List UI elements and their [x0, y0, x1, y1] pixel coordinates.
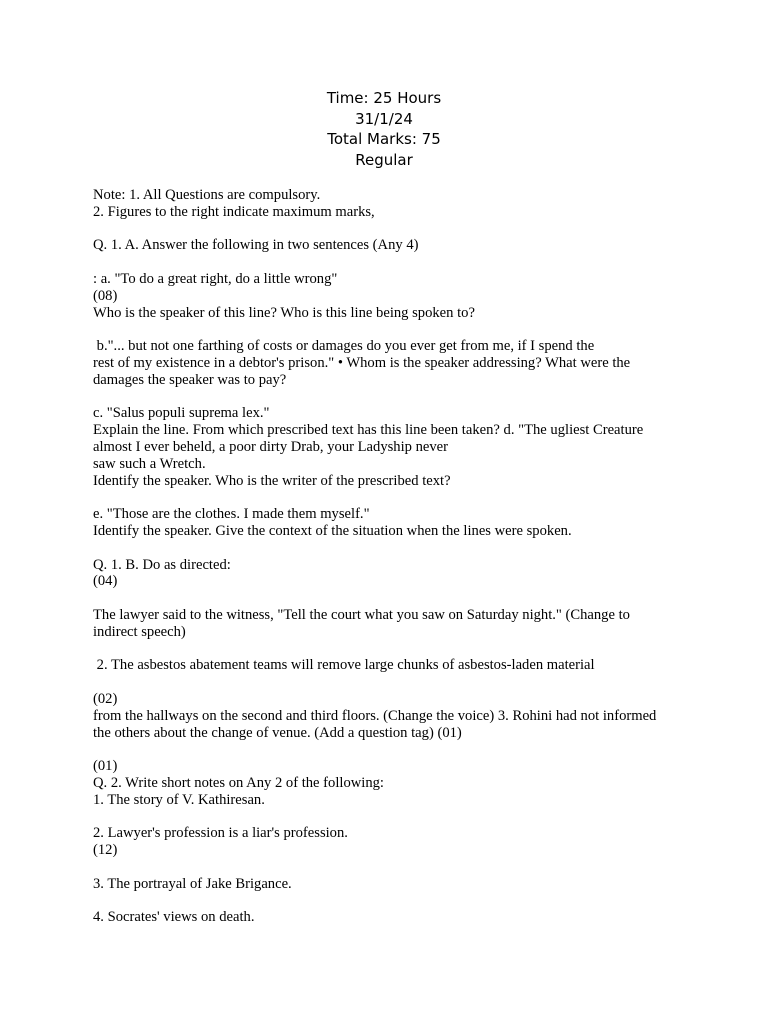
text-line: (02) [93, 690, 118, 707]
exam-mode: Regular [355, 150, 413, 169]
text-line: rest of my existence in a debtor's prison." • Whom is the speaker addressing? What were the [93, 354, 631, 371]
text-line: 2. Figures to the right indicate maximum marks, [93, 203, 375, 220]
text-line: : a. "To do a great right, do a little wrong" [93, 270, 338, 287]
text-line: indirect speech) [93, 623, 186, 640]
blank-line [93, 254, 693, 271]
blank-line [93, 321, 693, 338]
text-line: e. "Those are the clothes. I made them myself." [93, 506, 370, 523]
exam-header [0, 88, 768, 170]
text-line: Who is the speaker of this line? Who is this line being spoken to? [93, 304, 475, 321]
blank-line [93, 859, 693, 876]
text-line: 2. Lawyer's profession is a liar's profession. [93, 825, 348, 842]
blank-line [93, 590, 693, 607]
text-line: 3. The portrayal of Jake Brigance. [93, 875, 292, 892]
text-line: Explain the line. From which prescribed text has this line been taken? d. "The ugliest Creature [93, 422, 644, 439]
text-line: (04) [93, 573, 118, 590]
text-line: 2. The asbestos abatement teams will remove large chunks of asbestos-laden material [93, 657, 595, 674]
blank-line [93, 641, 693, 658]
text-line: almost I ever beheld, a poor dirty Drab, your Ladyship never [93, 438, 449, 455]
text-line: saw such a Wretch. [93, 455, 206, 472]
text-line: 4. Socrates' views on death. [93, 909, 255, 926]
text-line: Note: 1. All Questions are compulsory. [93, 187, 321, 203]
text-line: (08) [93, 287, 118, 304]
question-paper-body [93, 187, 693, 926]
text-line: (01) [93, 758, 118, 775]
text-line: 1. The story of V. Kathiresan. [93, 791, 265, 808]
text-line: from the hallways on the second and third floors. (Change the voice) 3. Rohini had not informed [93, 707, 657, 724]
exam-total-marks: Total Marks: 75 [327, 130, 441, 148]
blank-line [93, 741, 693, 758]
text-line: damages the speaker was to pay? [93, 371, 287, 388]
blank-line [93, 892, 693, 909]
blank-line [93, 808, 693, 825]
text-line: c. "Salus populi suprema lex." [93, 405, 270, 422]
text-line: Q. 1. A. Answer the following in two sentences (Any 4) [93, 237, 419, 254]
blank-line [93, 221, 693, 238]
text-line: The lawyer said to the witness, "Tell the court what you saw on Saturday night." (Change to [93, 606, 630, 623]
text-line: Identify the speaker. Give the context of the situation when the lines were spoken. [93, 522, 572, 539]
blank-line [93, 674, 693, 691]
text-line: Q. 2. Write short notes on Any 2 of the following: [93, 774, 384, 791]
blank-line [93, 540, 693, 557]
text-line: b."... but not one farthing of costs or damages do you ever get from me, if I spend the [93, 338, 595, 355]
exam-date: 31/1/24 [355, 109, 413, 128]
text-line: (12) [93, 842, 118, 859]
blank-line [93, 389, 693, 406]
text-line: the others about the change of venue. (Add a question tag) (01) [93, 724, 462, 741]
blank-line [93, 489, 693, 506]
exam-duration: Time: 25 Hours [326, 89, 442, 107]
text-line: Q. 1. B. Do as directed: [93, 556, 231, 573]
text-line: Identify the speaker. Who is the writer of the prescribed text? [93, 472, 451, 489]
